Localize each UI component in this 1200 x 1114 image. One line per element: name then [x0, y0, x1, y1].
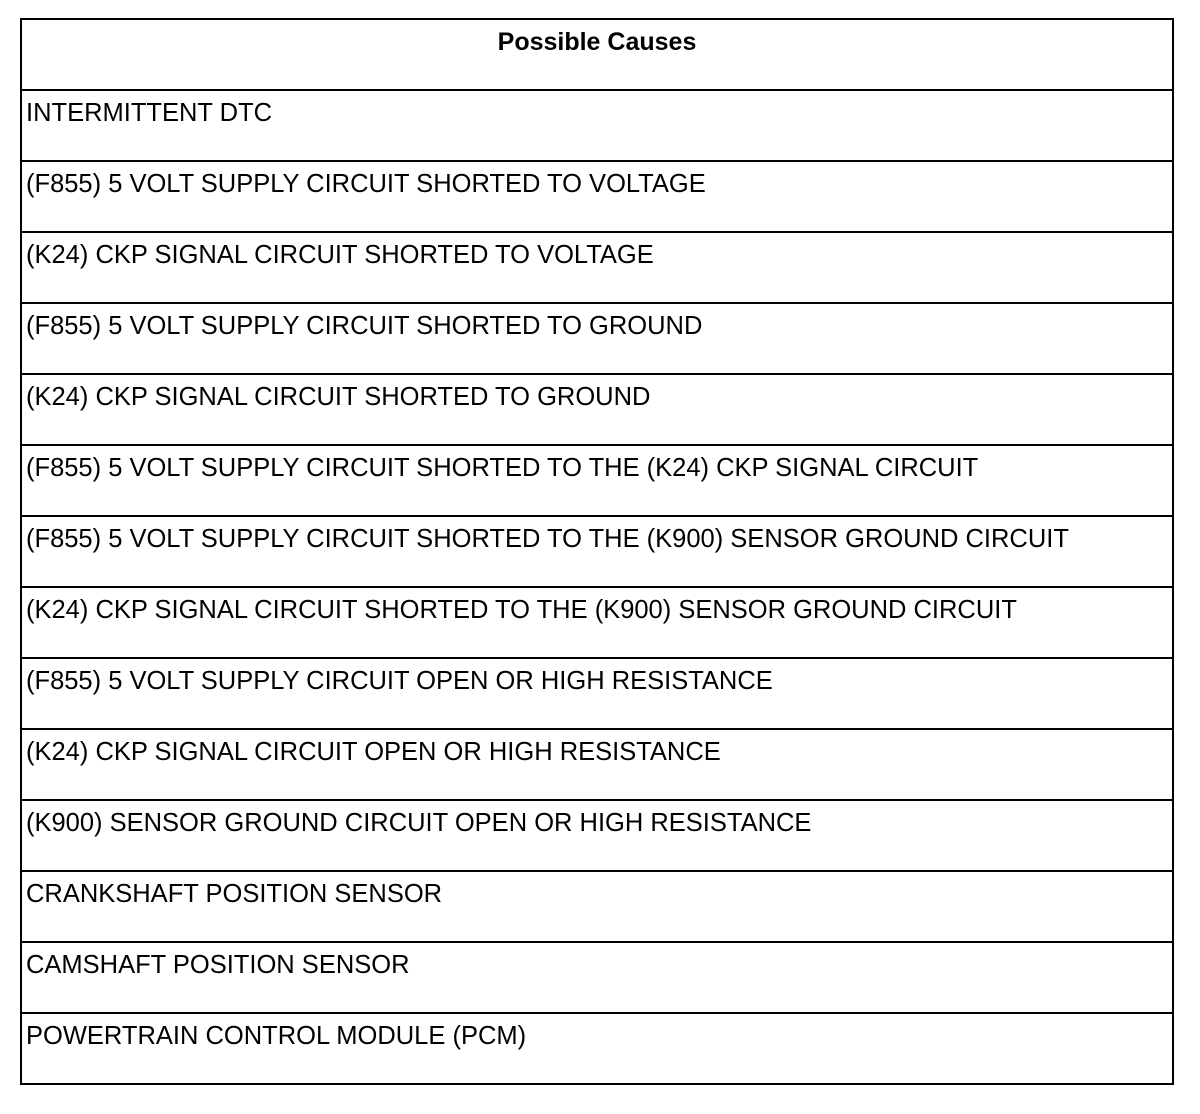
table-row: (F855) 5 VOLT SUPPLY CIRCUIT SHORTED TO THE (K900) SENSOR GROUND CIRCUIT: [22, 517, 1172, 588]
table-row: POWERTRAIN CONTROL MODULE (PCM): [26, 1022, 527, 1050]
table-row: (F855) 5 VOLT SUPPLY CIRCUIT OPEN OR HIGH RESISTANCE: [22, 659, 1172, 730]
possible-causes-table: [20, 18, 1174, 1085]
table-row: (F855) 5 VOLT SUPPLY CIRCUIT SHORTED TO THE (K24) CKP SIGNAL CIRCUIT: [22, 446, 1172, 517]
table-row: (F855) 5 VOLT SUPPLY CIRCUIT SHORTED TO GROUND: [22, 304, 1172, 375]
table-row: (K24) CKP SIGNAL CIRCUIT SHORTED TO GROUND: [22, 375, 1172, 446]
table-row: (K24) CKP SIGNAL CIRCUIT SHORTED TO VOLTAGE: [22, 233, 1172, 304]
table-row: (F855) 5 VOLT SUPPLY CIRCUIT SHORTED TO VOLTAGE: [22, 162, 1172, 233]
table-row: (K24) CKP SIGNAL CIRCUIT SHORTED TO THE (K900) SENSOR GROUND CIRCUIT: [22, 588, 1172, 659]
table-row: CRANKSHAFT POSITION SENSOR: [22, 872, 1172, 943]
table-header: Possible Causes: [22, 20, 1172, 91]
table-row: CAMSHAFT POSITION SENSOR: [22, 943, 1172, 1014]
table-row: (K24) CKP SIGNAL CIRCUIT OPEN OR HIGH RESISTANCE: [22, 730, 1172, 801]
table-row: (K900) SENSOR GROUND CIRCUIT OPEN OR HIGH RESISTANCE: [22, 801, 1172, 872]
table-row: INTERMITTENT DTC: [22, 91, 1172, 162]
